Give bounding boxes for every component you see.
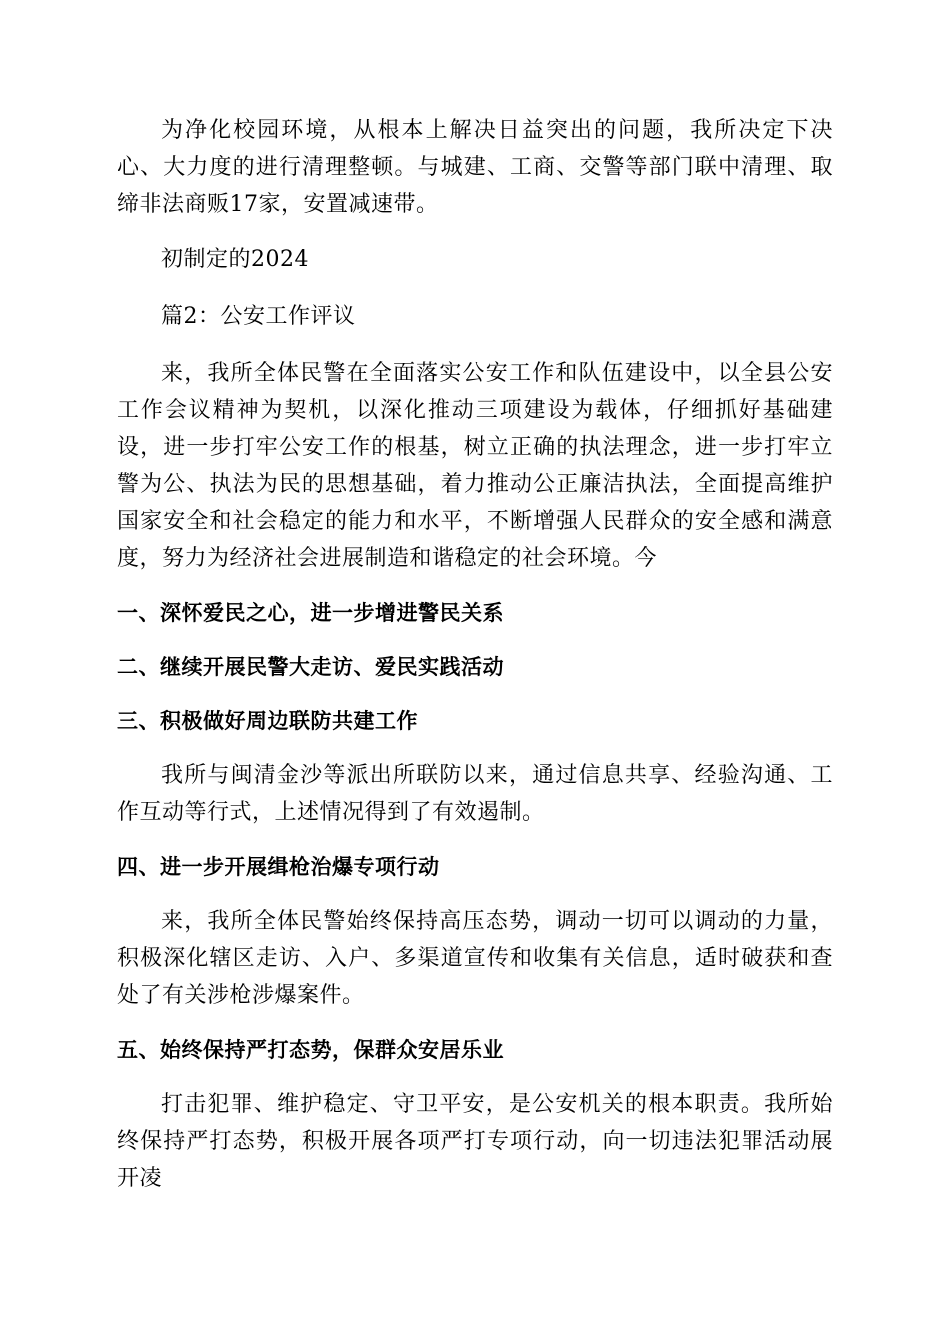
heading-two: 二、继续开展民警大走访、爱民实践活动 [117, 655, 504, 679]
paragraph-joint-defense: 我所与闽清金沙等派出所联防以来，通过信息共享、经验沟通、工作互动等行式，上述情况得到了有效遏制。 [117, 763, 833, 825]
paragraph-section-title: 篇2：公安工作评议 [161, 304, 356, 329]
heading-five: 五、始终保持严打态势，保群众安居乐业 [117, 1038, 504, 1062]
heading-four: 四、进一步开展缉枪治爆专项行动 [117, 855, 440, 879]
paragraph-campus-cleanup: 为净化校园环境，从根本上解决日益突出的问题，我所决定下决心、大力度的进行清理整顿。与城建、工商、交警等部门联中清理、取缔非法商贩17家，安置减速带。 [117, 118, 833, 217]
paragraph-gun-explosive: 来，我所全体民警始终保持高压态势，调动一切可以调动的力量，积极深化辖区走访、入户、多渠道宣传和收集有关信息，适时破获和查处了有关涉枪涉爆案件。 [117, 909, 833, 1008]
heading-three: 三、积极做好周边联防共建工作 [117, 709, 418, 733]
paragraph-year-note: 初制定的2024 [161, 247, 309, 272]
paragraph-intro: 来，我所全体民警在全面落实公安工作和队伍建设中，以全县公安工作会议精神为契机，以深化推动三项建设为载体，仔细抓好基础建设，进一步打牢公安工作的根基，树立正确的执法理念，进一步打牢立警为公、执法为民的思想基础，着力推动公正廉洁执法，全面提高维护国家安全和社会稳定的能力和水平，不断增强人民群众的安全感和满意度，努力为经济社会进展制造和谐稳定的社会环境。今 [117, 361, 833, 571]
heading-one: 一、深怀爱民之心，进一步增进警民关系 [117, 601, 504, 625]
document-body [117, 112, 833, 1215]
paragraph-crackdown: 打击犯罪、维护稳定、守卫平安，是公安机关的根本职责。我所始终保持严打态势，积极开展各项严打专项行动，向一切违法犯罪活动展开凌 [117, 1092, 833, 1191]
